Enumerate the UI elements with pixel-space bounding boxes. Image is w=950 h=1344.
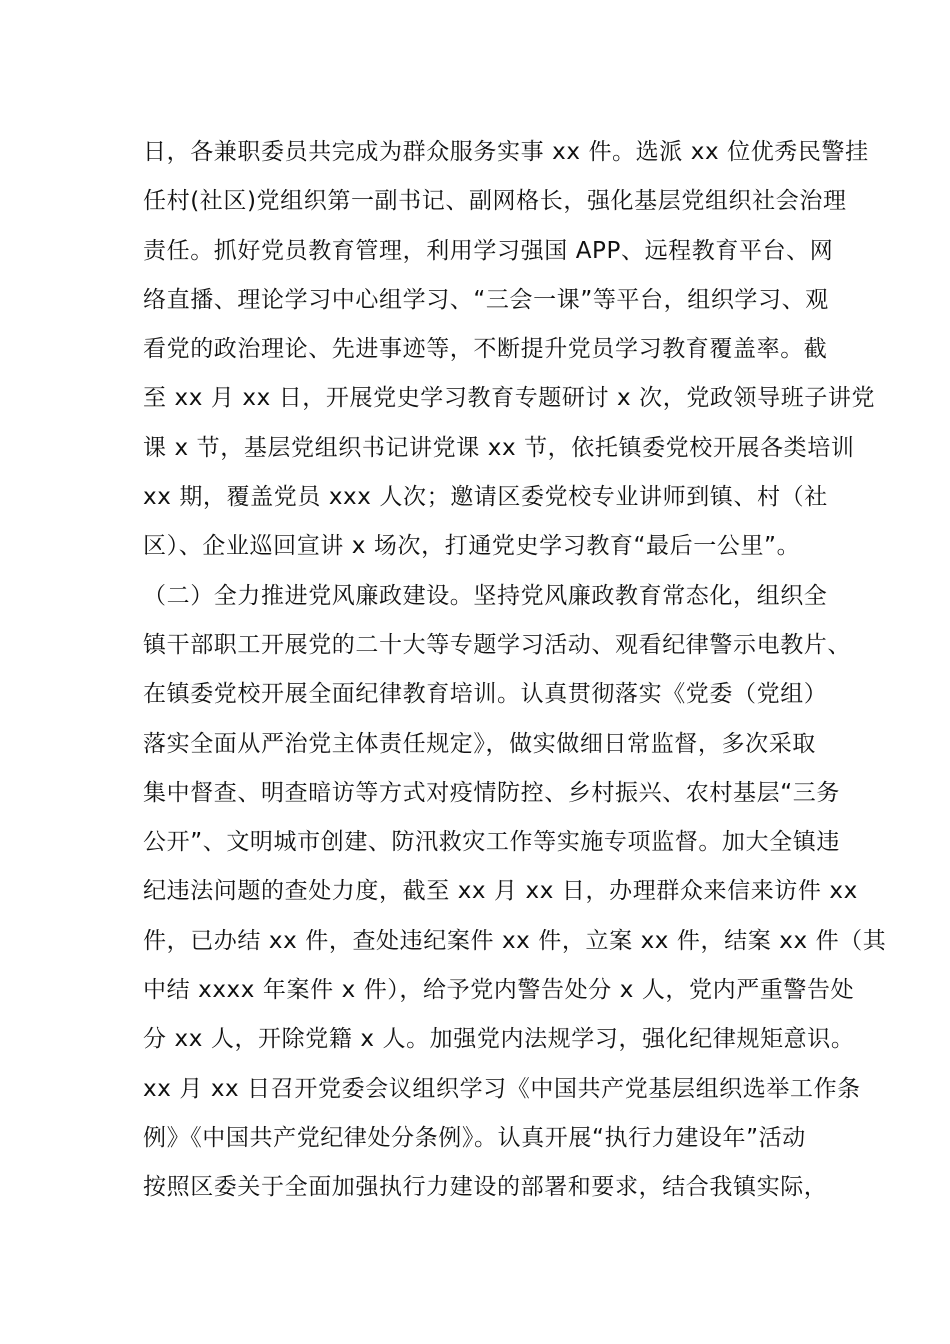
text-line: 按照区委关于全面加强执行力建设的部署和要求，结合我镇实际， (143, 1174, 828, 1201)
text-line: 纪违法问题的查处力度，截至 xx 月 xx 日，办理群众来信来访件 xx (143, 878, 858, 905)
text-line: xx 月 xx 日召开党委会议组织学习《中国共产党基层组织选举工作条 (143, 1075, 861, 1102)
text-line: 在镇委党校开展全面纪律教育培训。认真贯彻落实《党委（党组） (143, 681, 828, 708)
text-line: 中结 xxxx 年案件 x 件），给予党内警告处分 x 人，党内严重警告处 (143, 977, 855, 1004)
text-line: 至 xx 月 xx 日，开展党史学习教育专题研讨 x 次，党政领导班子讲党 (143, 385, 876, 412)
text-line: 落实全面从严治党主体责任规定》，做实做细日常监督，多次采取 (143, 730, 816, 757)
text-line: 课 x 节，基层党组织书记讲党课 xx 节，依托镇委党校开展各类培训 (143, 434, 855, 461)
text-line: 络直播、理论学习中心组学习、“三会一课”等平台，组织学习、观 (143, 286, 829, 313)
text-line: 例》《中国共产党纪律处分条例》。认真开展“执行力建设年”活动 (143, 1124, 806, 1151)
text-line: 看党的政治理论、先进事迹等，不断提升党员学习教育覆盖率。截 (143, 336, 828, 363)
text-line: xx 期，覆盖党员 xxx 人次；邀请区委党校专业讲师到镇、村（社 (143, 484, 828, 511)
text-line: 日，各兼职委员共完成为群众服务实事 xx 件。选派 xx 位优秀民警挂 (143, 139, 869, 165)
text-line: 件，已办结 xx 件，查处违纪案件 xx 件，立案 xx 件，结案 xx 件（其 (143, 927, 887, 954)
text-line: 镇干部职工开展党的二十大等专题学习活动、观看纪律警示电教片、 (143, 631, 851, 658)
text-line: 分 xx 人，开除党籍 x 人。加强党内法规学习，强化纪律规矩意识。 (143, 1026, 855, 1053)
text-line: 公开”、文明城市创建、防汛救灾工作等实施专项监督。加大全镇违 (143, 829, 840, 856)
text-line: 区）、企业巡回宣讲 x 场次，打通党史学习教育“最后一公里”。 (143, 533, 801, 560)
text-line: 责任。抓好党员教育管理，利用学习强国 APP、远程教育平台、网 (143, 237, 834, 264)
body-text (143, 128, 887, 1213)
section-heading-line: （二）全力推进党风廉政建设。坚持党风廉政教育常态化，组织全 (143, 582, 828, 609)
text-line: 任村(社区)党组织第一副书记、副网格长，强化基层党组织社会治理 (143, 188, 847, 215)
text-line: 集中督查、明查暗访等方式对疫情防控、乡村振兴、农村基层“三务 (143, 779, 840, 806)
